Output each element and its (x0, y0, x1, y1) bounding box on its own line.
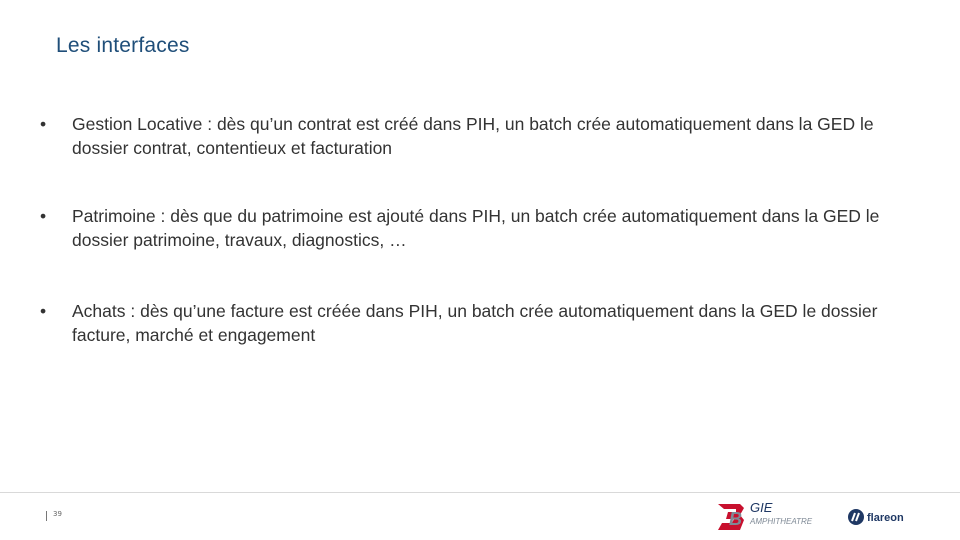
bullet-text: Gestion Locative : dès qu’un contrat est créé dans PIH, un batch crée automatiquement dans la GED le dossier contrat, contentieux et facturation (72, 114, 874, 158)
gie-logo-subtext: AMPHITHEATRE (750, 517, 813, 526)
bullet-text: Patrimoine : dès que du patrimoine est ajouté dans PIH, un batch crée automatiquement dans la GED le dossier patrimoine, travaux, diagnostics, … (72, 206, 880, 250)
gie-logo-text: GIE (750, 500, 773, 515)
page-number: 39 (53, 510, 62, 518)
footer-divider (0, 492, 960, 493)
gie-amphitheatre-logo (714, 496, 830, 536)
bullet-marker: • (40, 301, 47, 321)
page-number-separator (46, 511, 47, 521)
flareon-logo-text: flareon (867, 512, 904, 524)
slide-title: Les interfaces (56, 34, 190, 57)
bullet-item (40, 299, 920, 347)
bullet-item (40, 204, 920, 252)
bullet-item (40, 112, 920, 160)
flareon-mark-icon (848, 509, 864, 525)
gie-mark-letter: B (729, 509, 742, 529)
bullet-marker: • (40, 206, 47, 226)
flareon-logo (846, 506, 920, 528)
bullet-text: Achats : dès qu’une facture est créée dans PIH, un batch crée automatiquement dans la GED le dossier facture, marché et engagement (72, 301, 878, 345)
bullet-marker: • (40, 114, 47, 134)
